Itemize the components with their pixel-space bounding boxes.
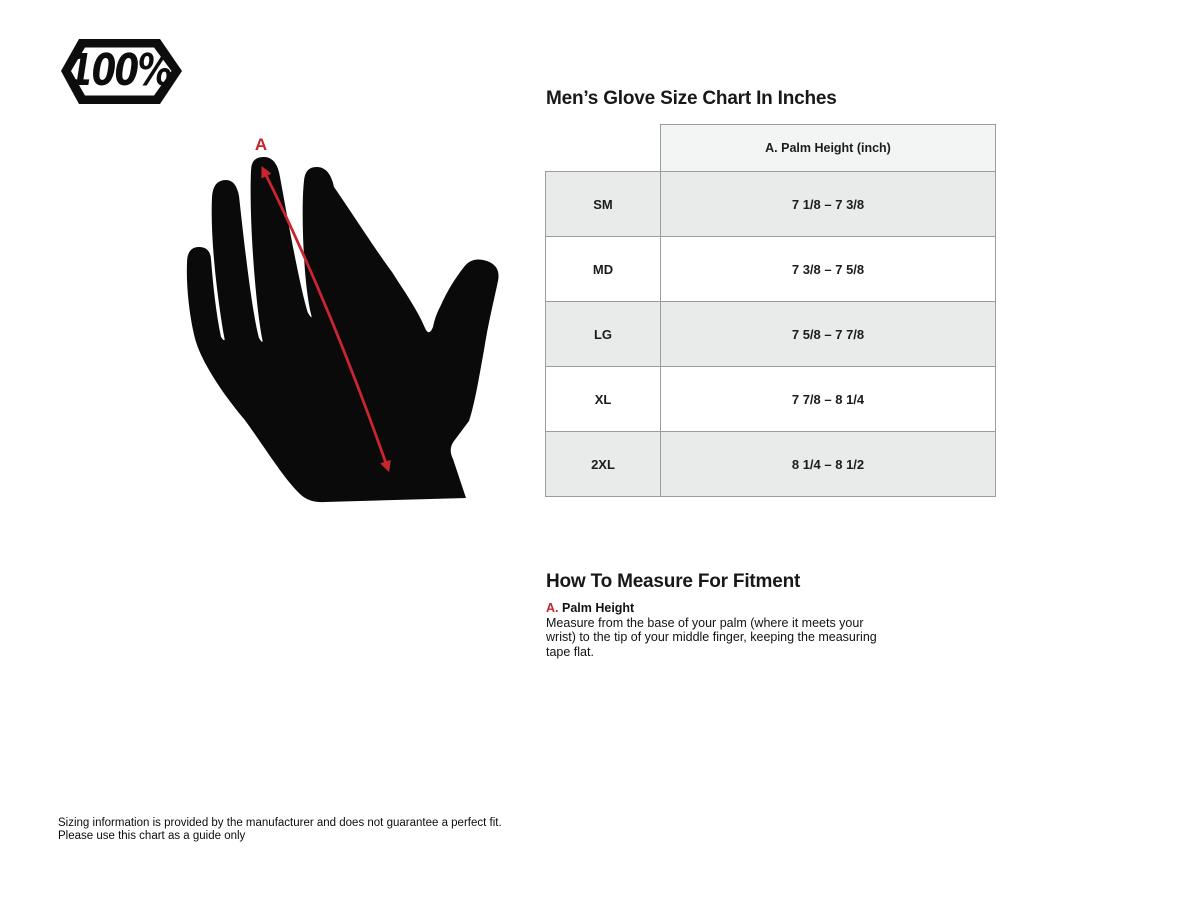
how-to-measure-section (546, 571, 877, 659)
glove-silhouette (187, 157, 499, 502)
table-row-lg (546, 302, 996, 367)
size-label: SM (546, 172, 661, 237)
palm-height-description (546, 616, 877, 659)
size-chart-corner-cell (546, 125, 661, 172)
glove-measurement-diagram (178, 126, 512, 510)
brand-logo-100percent (55, 33, 187, 109)
size-label: 2XL (546, 432, 661, 497)
table-header-row (546, 125, 996, 172)
palm-height-column-header: A. Palm Height (inch) (661, 125, 996, 172)
description-line: wrist) to the tip of your middle finger, keeping the measuring (546, 630, 877, 645)
disclaimer-line1: Sizing information is provided by the manufacturer and does not guarantee a perfect fit. (58, 817, 502, 829)
palm-height-value: 7 1/8 – 7 3/8 (661, 172, 996, 237)
size-label: MD (546, 237, 661, 302)
size-chart-title: Men’s Glove Size Chart In Inches (546, 88, 837, 109)
size-label: LG (546, 302, 661, 367)
measurement-label-a: A (254, 135, 268, 154)
disclaimer (58, 817, 502, 843)
palm-height-value: 7 3/8 – 7 5/8 (661, 237, 996, 302)
palm-height-label-prefix: A. (546, 601, 559, 615)
description-line: Measure from the base of your palm (where it meets your (546, 616, 864, 630)
logo-text: 100% (68, 45, 172, 97)
table-row-md (546, 237, 996, 302)
palm-height-label-text: Palm Height (561, 601, 635, 615)
palm-height-value: 7 5/8 – 7 7/8 (661, 302, 996, 367)
table-row-2xl (546, 432, 996, 497)
disclaimer-line2: Please use this chart as a guide only (58, 830, 246, 842)
palm-height-value: 7 7/8 – 8 1/4 (661, 367, 996, 432)
table-row-xl (546, 367, 996, 432)
how-to-measure-title: How To Measure For Fitment (546, 571, 801, 592)
palm-height-value: 8 1/4 – 8 1/2 (661, 432, 996, 497)
table-row-sm (546, 172, 996, 237)
description-line: tape flat. (546, 644, 594, 659)
size-label: XL (546, 367, 661, 432)
size-chart-table (545, 124, 996, 497)
palm-height-label (546, 601, 877, 615)
